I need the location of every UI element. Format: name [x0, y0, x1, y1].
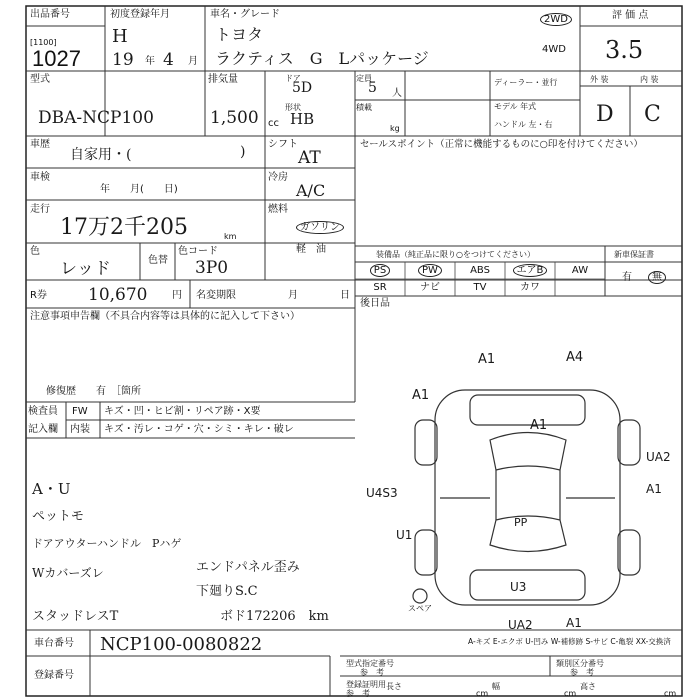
dealer-label: ディーラー・並行: [494, 78, 558, 87]
registration-month: 4: [163, 50, 174, 70]
notes-label: 注意事項申告欄（不具合内容等は具体的に記入して下さい）: [30, 311, 300, 322]
type-label: 型式: [30, 74, 50, 85]
name-grade-label: 車名・グレード: [210, 9, 280, 20]
equipment-item: SR: [373, 282, 387, 293]
equipment-item: ABS: [470, 265, 490, 276]
exterior-grade: D: [596, 102, 614, 127]
doors-label: ドア: [285, 74, 301, 83]
length-unit: cm: [476, 689, 489, 698]
registration-label: 登録番号: [34, 670, 74, 681]
equipment-item: PS: [355, 264, 405, 278]
damage-mark: A4: [566, 350, 584, 365]
equipment-item: PW: [405, 264, 455, 278]
studless-note: スタッドレスT: [32, 609, 119, 624]
color-change-label: 色替: [148, 255, 168, 266]
recycle-unit: 円: [172, 290, 182, 301]
loading-label: 積載: [356, 103, 372, 112]
damage-mark: U4S3: [366, 486, 398, 500]
shift-label: シフト: [268, 139, 298, 150]
damage-mark: A1: [478, 352, 496, 367]
loading-unit: kg: [390, 124, 400, 133]
shift-value: AT: [298, 148, 321, 168]
history-value: 自家用・(: [70, 147, 132, 163]
certification-label: 登録証明用: [346, 680, 386, 689]
certification-reference: 参 考: [346, 689, 370, 698]
history-close: ): [240, 144, 246, 160]
lot-code: [1100]: [30, 38, 57, 47]
height-label: 高さ: [580, 682, 596, 691]
class-label: 類別区分番号: [556, 659, 604, 668]
doors-value: 5D: [292, 80, 313, 96]
inspector-label: 検査員: [28, 406, 58, 417]
interior-label: 内 装: [640, 75, 659, 84]
inspection-value: 年 月( 日): [100, 184, 178, 195]
warranty-no: 無: [648, 272, 666, 284]
fuel-gasoline: ガソリン: [296, 222, 344, 234]
color-code-label: 色コード: [178, 246, 218, 257]
exterior-label: 外 装: [590, 75, 609, 84]
listing-number-label: 出品番号: [30, 9, 70, 20]
note-line-2: ペットモ: [32, 509, 85, 524]
interior-checklist: キズ・汚レ・コゲ・穴・シミ・キレ・破レ: [104, 424, 294, 435]
height-unit: cm: [664, 689, 677, 698]
chassis-value: NCP100-0080822: [100, 634, 263, 655]
shape-label: 形状: [285, 103, 301, 112]
underbody-note: 下廻りS.C: [196, 584, 258, 599]
damage-legend: A-キズ E-エクボ U-凹み W-補修跡 S-サビ C-亀裂 XX-交換済: [468, 637, 671, 646]
equipment-item: TV: [473, 282, 487, 293]
repair-history-label: 修復歴 有 ［箇所: [46, 386, 141, 397]
score-label: 評 価 点: [612, 10, 649, 21]
recycle-label: R券: [30, 290, 47, 301]
name-change-day: 日: [340, 290, 350, 301]
ac-value: A/C: [296, 181, 326, 200]
equipment-label: 装備品（純正品に限り○をつけてください）: [376, 250, 535, 259]
fw-checklist: キズ・凹・ヒビ割・リペア跡・X要: [104, 406, 261, 417]
chassis-label: 車台番号: [34, 638, 74, 649]
drive-4wd: 4WD: [542, 44, 566, 55]
note-line-4: Wカバーズレ: [32, 566, 104, 580]
equipment-item: AW: [571, 265, 589, 276]
damage-mark: PP: [514, 516, 528, 529]
drive-2wd: 2WD: [540, 14, 572, 26]
width-label: 幅: [492, 682, 500, 691]
fuel-diesel: 軽 油: [296, 244, 326, 255]
mileage-value: 17万2千205: [60, 215, 188, 240]
capacity-value: 5: [368, 80, 377, 96]
note-line-1: A・U: [32, 480, 71, 498]
model-grade: ラクティス G Lパッケージ: [215, 49, 429, 68]
spare-label: スペア: [408, 604, 432, 613]
month-unit: 月: [188, 56, 198, 67]
car-outline: [413, 390, 640, 605]
entry-label: 記入欄: [28, 424, 58, 435]
owner-history-label: 後日品: [360, 298, 390, 309]
history-label: 車歴: [30, 139, 50, 150]
damage-mark: A1: [412, 388, 430, 403]
width-unit: cm: [564, 689, 577, 698]
capacity-unit: 人: [392, 88, 402, 99]
mileage-label: 走行: [30, 204, 50, 215]
equipment-item: ナビ: [420, 282, 440, 293]
shape-value: HB: [290, 110, 315, 128]
maker-name: トヨタ: [215, 25, 264, 44]
type-value: DBA-NCP100: [38, 108, 154, 128]
damage-mark: UA2: [508, 618, 533, 632]
damage-mark: UA2: [646, 450, 671, 464]
damage-mark: A1: [646, 482, 662, 496]
end-panel-note: エンドパネル歪み: [196, 560, 300, 575]
color-value: レッド: [60, 259, 111, 279]
odometer-note: ボド172206 km: [220, 609, 329, 624]
length-label: 長さ: [386, 682, 402, 691]
era: H: [112, 26, 128, 47]
damage-mark: A1: [530, 418, 548, 433]
handle-label: ハンドル 左・右: [494, 120, 553, 129]
warranty-label: 新車保証書: [614, 250, 654, 259]
warranty-yes: 有: [622, 272, 632, 283]
note-line-3: ドアアウターハンドル Pハゲ: [32, 537, 182, 550]
displacement-label: 排気量: [208, 74, 238, 85]
equipment-item: カワ: [520, 282, 540, 293]
damage-mark: A1: [566, 616, 582, 630]
class-reference: 参 考: [570, 668, 594, 677]
mileage-unit: km: [224, 232, 237, 241]
inspection-label: 車検: [30, 172, 50, 183]
year-unit: 年: [145, 56, 155, 67]
score-value: 3.5: [605, 36, 644, 64]
name-change-month: 月: [288, 290, 298, 301]
lot-number: 1027: [32, 46, 81, 71]
fuel-label: 燃料: [268, 204, 288, 215]
damage-mark: U1: [396, 528, 413, 542]
model-spec-label: 型式指定番号: [346, 659, 394, 668]
color-code-value: 3P0: [195, 258, 229, 278]
equipment-item: エアB: [505, 264, 555, 278]
interior-check-label: 内装: [70, 424, 90, 435]
damage-mark: U3: [510, 580, 527, 594]
model-year-label: モデル 年式: [494, 102, 537, 111]
color-label: 色: [30, 246, 40, 257]
interior-grade: C: [644, 102, 661, 127]
model-spec-reference: 参 考: [360, 668, 384, 677]
registration-year: 19: [112, 50, 134, 70]
name-change-label: 名変期限: [196, 290, 236, 301]
displacement-unit: cc: [268, 118, 279, 129]
ac-label: 冷房: [268, 172, 288, 183]
fw-label: FW: [72, 406, 88, 417]
sales-point-label: セールスポイント（正常に機能するものに○印を付けてください）: [360, 139, 643, 150]
recycle-value: 10,670: [88, 285, 148, 305]
displacement-value: 1,500: [210, 108, 259, 128]
first-registration-label: 初度登録年月: [110, 9, 170, 20]
capacity-label: 定員: [356, 74, 372, 83]
